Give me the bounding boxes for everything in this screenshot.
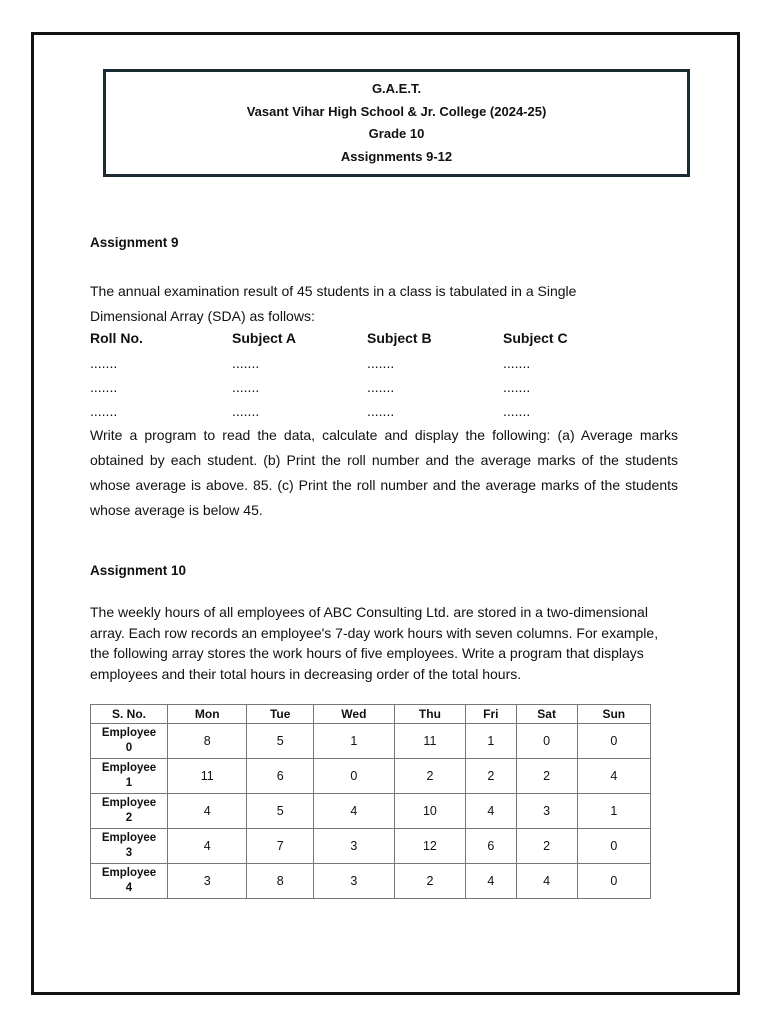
column-header: Sat <box>516 705 577 724</box>
employee-cell <box>91 724 168 759</box>
hours-cell: 11 <box>168 759 247 794</box>
sda-cell: ....... <box>90 379 118 395</box>
hours-cell: 2 <box>394 759 465 794</box>
hours-cell: 4 <box>168 829 247 864</box>
employee-id: 4 <box>125 882 133 894</box>
hours-cell: 4 <box>466 864 517 899</box>
sda-column-subject-a <box>232 326 296 422</box>
hours-cell: 10 <box>394 794 465 829</box>
employee-id: 2 <box>125 812 133 824</box>
hours-cell: 4 <box>516 864 577 899</box>
header-assignments: Assignments 9-12 <box>340 148 453 164</box>
table-row <box>91 864 651 899</box>
hours-cell: 5 <box>247 794 313 829</box>
sda-cell: ....... <box>503 379 531 395</box>
hours-cell: 0 <box>577 829 650 864</box>
sda-column-rollno <box>90 326 143 422</box>
employee-label: Employee <box>101 797 157 809</box>
hours-cell: 3 <box>313 864 394 899</box>
assignment10-description: The weekly hours of all employees of ABC Consulting Ltd. are stored in a two-dimensional array. Each row records an employee's 7-day work hours with seven columns. For example, the following array stores the work hours of five employees. Write a program that displays employees and their total hours in decreasing order of the total hours. <box>90 604 659 682</box>
employee-cell <box>91 864 168 899</box>
assignment9-intro-line1: The annual examination result of 45 students in a class is tabulated in a Single <box>90 283 577 299</box>
sda-cell: ....... <box>232 355 260 371</box>
hours-cell: 8 <box>247 864 313 899</box>
column-header: Thu <box>394 705 465 724</box>
assignment9-intro <box>90 279 678 329</box>
sda-header: Subject A <box>232 330 297 346</box>
work-hours-table <box>90 704 651 899</box>
column-header: Tue <box>247 705 313 724</box>
sda-cell: ....... <box>503 355 531 371</box>
table-row <box>91 829 651 864</box>
employee-id: 3 <box>125 847 133 859</box>
sda-cell: ....... <box>232 403 260 419</box>
hours-cell: 1 <box>466 724 517 759</box>
hours-cell: 4 <box>466 794 517 829</box>
assignment9-intro-line2: Dimensional Array (SDA) as follows: <box>90 308 315 324</box>
header-grade: Grade 10 <box>368 126 425 141</box>
hours-cell: 4 <box>313 794 394 829</box>
sda-cell: ....... <box>503 403 531 419</box>
column-header: Wed <box>313 705 394 724</box>
column-header: Sun <box>577 705 650 724</box>
assignment10-title: Assignment 10 <box>90 563 187 578</box>
hours-cell: 2 <box>394 864 465 899</box>
hours-cell: 0 <box>313 759 394 794</box>
employee-label: Employee <box>101 867 157 879</box>
hours-cell: 6 <box>466 829 517 864</box>
table-row <box>91 759 651 794</box>
column-header: Fri <box>466 705 517 724</box>
header-org: G.A.E.T. <box>371 81 422 96</box>
sda-header: Subject B <box>367 330 432 346</box>
employee-cell <box>91 829 168 864</box>
employee-label: Employee <box>101 727 157 739</box>
sda-cell: ....... <box>232 379 260 395</box>
column-header: Mon <box>168 705 247 724</box>
document-header <box>103 69 690 177</box>
sda-column-subject-c <box>503 326 568 422</box>
table-row <box>91 724 651 759</box>
employee-id: 1 <box>125 777 133 789</box>
hours-cell: 11 <box>394 724 465 759</box>
hours-cell: 3 <box>313 829 394 864</box>
assignment9-task: Write a program to read the data, calculate and display the following: (a) Average marks obtained by each student. (b) Print the roll number and the average marks of the students whose average is above. 85. (c) Print the roll number and the average marks of the students whose average is below 45. <box>90 427 678 518</box>
hours-cell: 12 <box>394 829 465 864</box>
employee-id: 0 <box>125 742 133 754</box>
hours-cell: 0 <box>516 724 577 759</box>
hours-cell: 0 <box>577 724 650 759</box>
assignment9-title: Assignment 9 <box>90 235 179 250</box>
sda-header: Roll No. <box>90 330 143 346</box>
column-header: S. No. <box>91 705 168 724</box>
hours-cell: 7 <box>247 829 313 864</box>
sda-cell: ....... <box>367 379 395 395</box>
hours-cell: 5 <box>247 724 313 759</box>
employee-cell <box>91 759 168 794</box>
table-header-row <box>91 705 651 724</box>
hours-cell: 6 <box>247 759 313 794</box>
sda-header: Subject C <box>503 330 568 346</box>
sda-cell: ....... <box>367 403 395 419</box>
hours-cell: 1 <box>313 724 394 759</box>
hours-cell: 4 <box>168 794 247 829</box>
hours-cell: 8 <box>168 724 247 759</box>
table-row <box>91 794 651 829</box>
hours-cell: 0 <box>577 864 650 899</box>
sda-cell: ....... <box>90 403 118 419</box>
hours-cell: 2 <box>516 759 577 794</box>
employee-label: Employee <box>101 832 157 844</box>
sda-column-subject-b <box>367 326 432 422</box>
sda-cell: ....... <box>367 355 395 371</box>
hours-cell: 3 <box>168 864 247 899</box>
hours-cell: 3 <box>516 794 577 829</box>
hours-cell: 1 <box>577 794 650 829</box>
sda-cell: ....... <box>90 355 118 371</box>
header-school: Vasant Vihar High School & Jr. College (2024-25) <box>246 103 547 119</box>
hours-cell: 2 <box>516 829 577 864</box>
employee-cell <box>91 794 168 829</box>
employee-label: Employee <box>101 762 157 774</box>
hours-cell: 4 <box>577 759 650 794</box>
hours-cell: 2 <box>466 759 517 794</box>
